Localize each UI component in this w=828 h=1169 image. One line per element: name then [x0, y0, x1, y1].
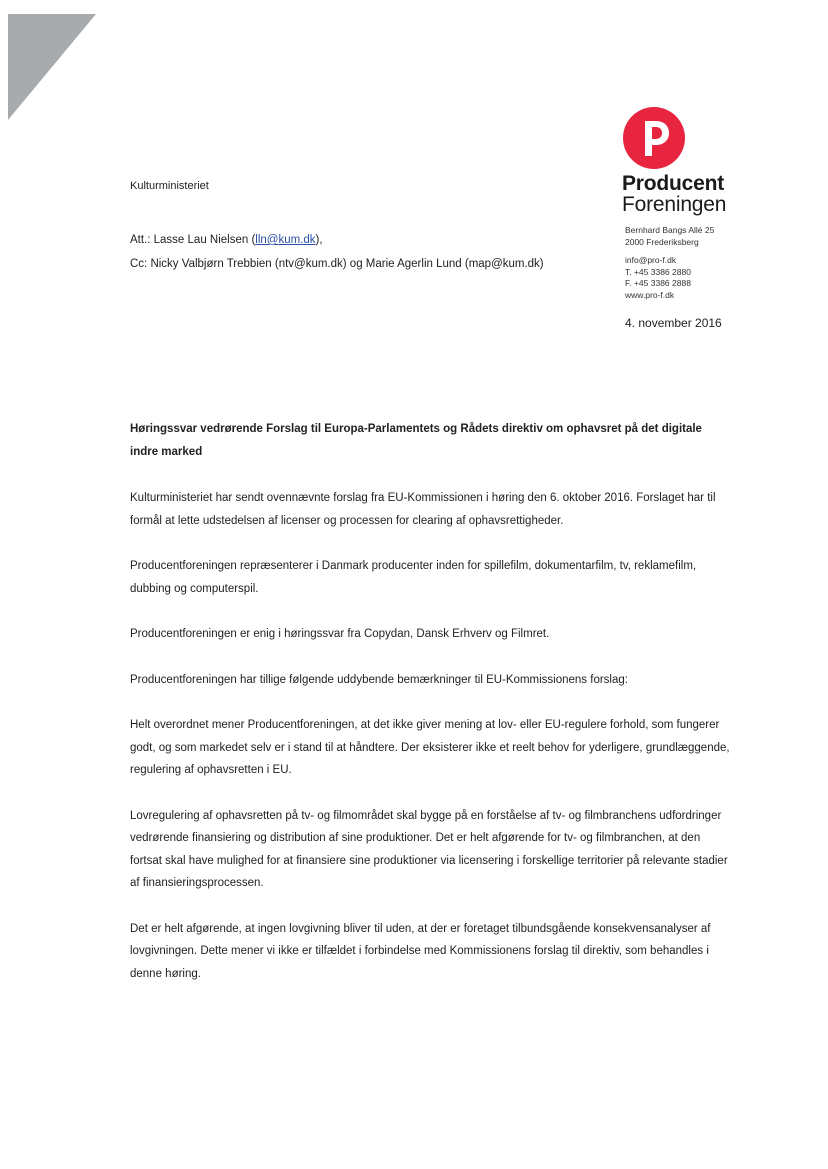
page-corner-fold	[0, 0, 100, 122]
logo-name-line1: Producent	[622, 172, 725, 195]
letter-title: Høringssvar vedrørende Forslag til Europa-Parlamentets og Rådets direktiv om ophavsret på det digitale indre marked	[130, 423, 702, 458]
letter-body	[130, 418, 730, 1008]
producent-foreningen-logo	[622, 106, 728, 216]
paragraph-1: Kulturministeriet har sendt ovennævnte forslag fra EU-Kommissionen i høring den 6. oktober 2016. Forslaget har til formål at lette udstedelsen af licenser og processen for clearing af ophavsrettigheder.	[130, 492, 716, 527]
attention-line	[130, 234, 323, 246]
logo-p-icon	[622, 106, 686, 170]
letter-date: 4. november 2016	[625, 316, 722, 330]
cc-line: Cc: Nicky Valbjørn Trebbien (ntv@kum.dk) og Marie Agerlin Lund (map@kum.dk)	[130, 258, 544, 270]
attention-suffix: ),	[315, 234, 323, 246]
logo-name-line2: Foreningen	[622, 193, 727, 216]
paragraph-3: Producentforeningen er enig i høringssvar fra Copydan, Dansk Erhverv og Filmret.	[130, 628, 550, 640]
attention-prefix: Att.: Lasse Lau Nielsen (	[130, 234, 256, 246]
recipient: Kulturministeriet	[130, 180, 209, 192]
attention-email-link[interactable]: lln@kum.dk	[255, 234, 316, 246]
contact-fax: F. +45 3386 2888	[625, 278, 691, 288]
address-line2: 2000 Frederiksberg	[625, 236, 699, 247]
address-line1: Bernhard Bangs Allé 25	[625, 225, 715, 235]
contact-email: info@pro-f.dk	[625, 255, 677, 265]
paragraph-6: Lovregulering af ophavsretten på tv- og filmområdet skal bygge på en forståelse af tv- og filmbranchens udfordringer vedrørende finansiering og distribution af sine produktioner. Det er helt afgørende for tv- og filmbranchen, at den fortsat skal have mulighed for at finansiere sine produktioner via licensering i forskellige territorier på relevante stadier af finansieringsprocessen.	[130, 809, 728, 889]
sender-contact-block	[625, 225, 714, 301]
paragraph-2: Producentforeningen repræsenterer i Danmark producenter inden for spillefilm, dokumentarfilm, tv, reklamefilm, dubbing og computerspil.	[130, 560, 697, 595]
paragraph-4: Producentforeningen har tillige følgende uddybende bemærkninger til EU-Kommissionens forslag:	[130, 673, 628, 686]
contact-phone: T. +45 3386 2880	[625, 266, 691, 277]
paragraph-7: Det er helt afgørende, at ingen lovgivning bliver til uden, at der er foretaget tilbundsgående konsekvensanalyser af lovgivningen. Dette mener vi ikke er tilfældet i forbindelse med Kommissionens forslag til direktiv, som behandles i denne høring.	[130, 922, 711, 980]
paragraph-5: Helt overordnet mener Producentforeningen, at det ikke giver mening at lov- eller EU-regulere forhold, som fungerer godt, og som markedet selv er i stand til at håndtere. Der eksisterer ikke et reelt behov for yderligere, grundlæggende, regulering af ophavsretten i EU.	[130, 719, 730, 776]
contact-web: www.pro-f.dk	[625, 289, 675, 300]
